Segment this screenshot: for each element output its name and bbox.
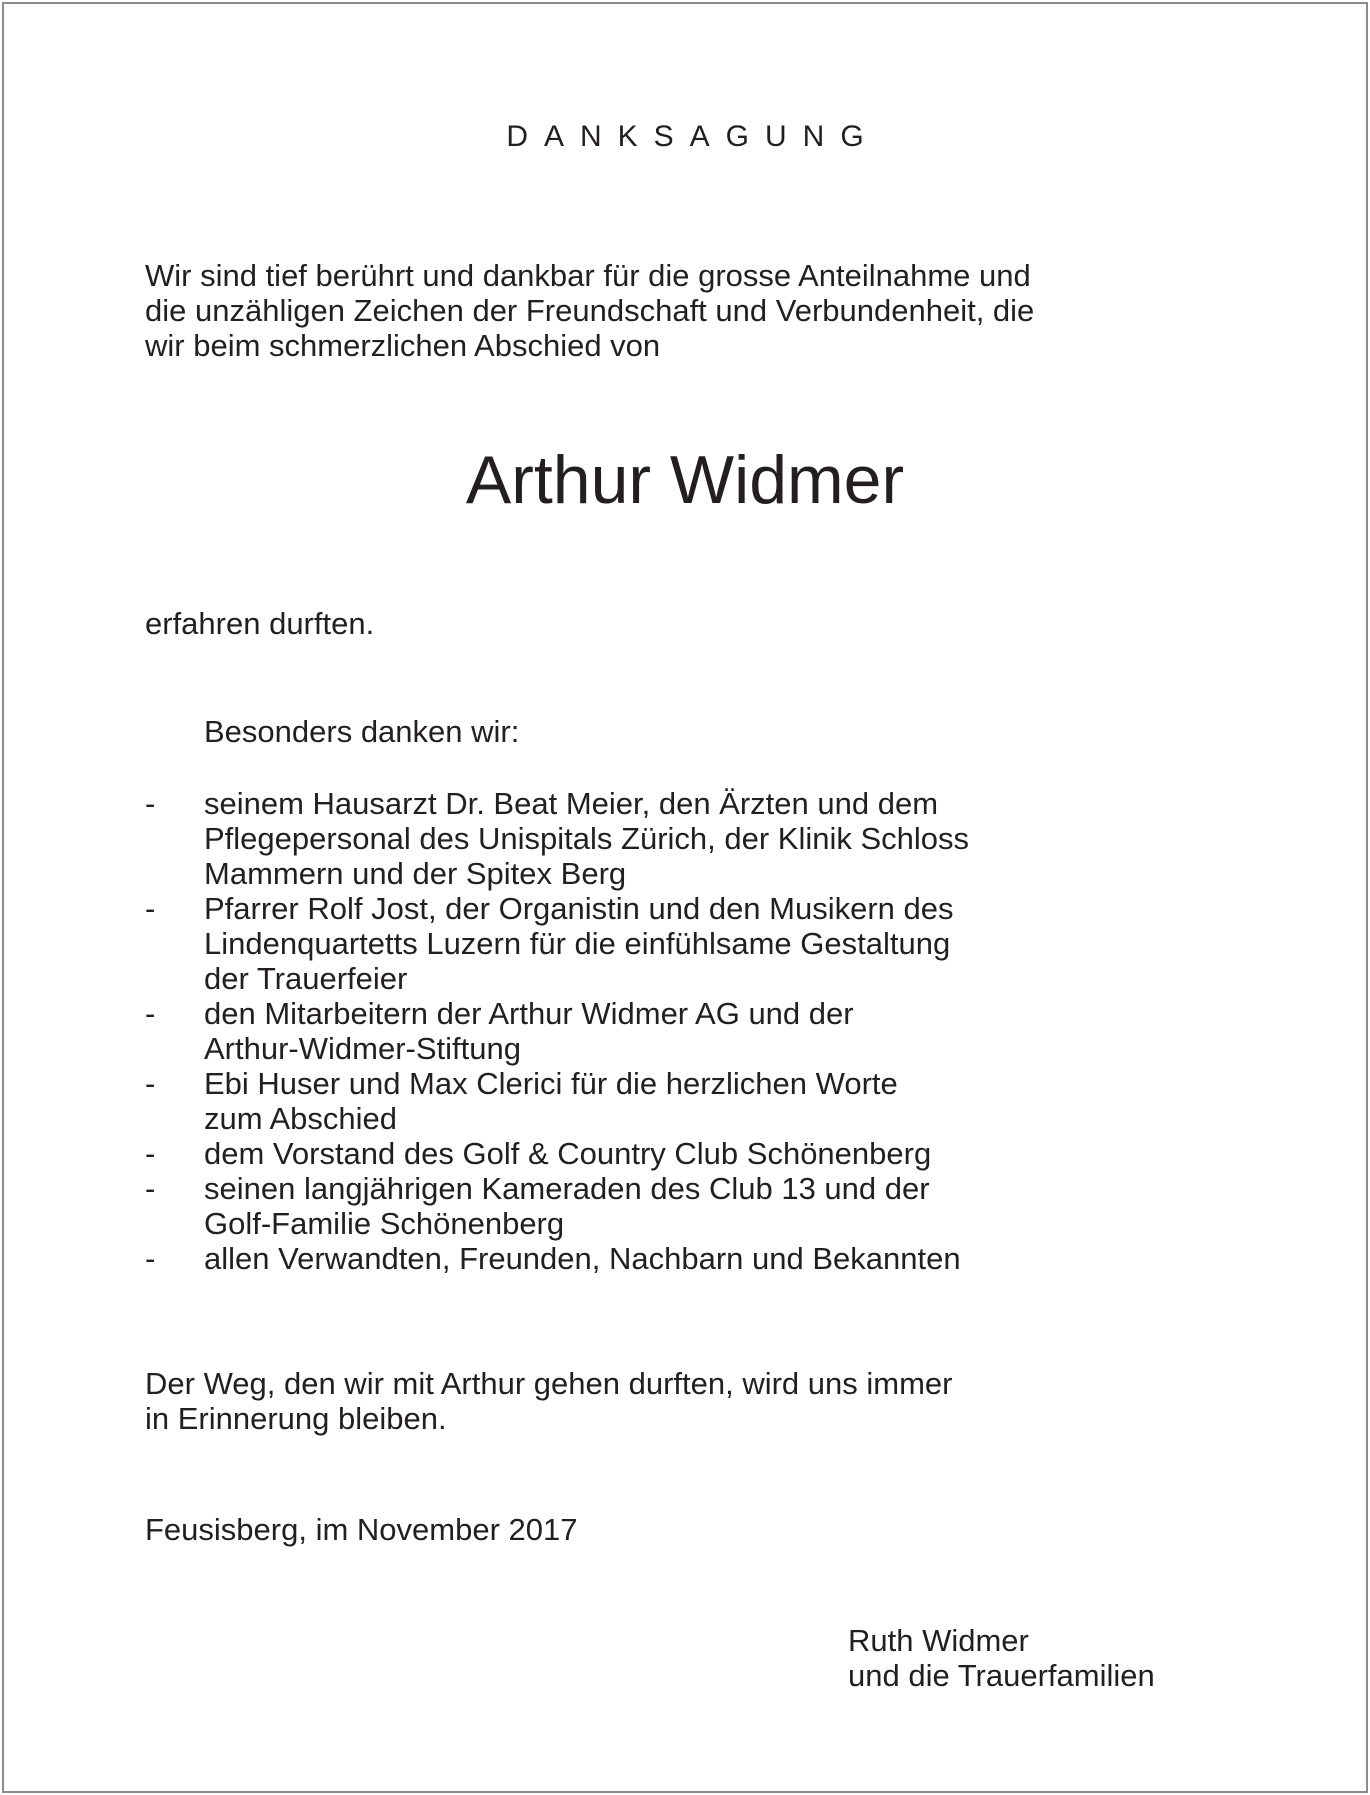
list-item (145, 891, 969, 996)
thanks-list (145, 786, 969, 1276)
list-item-line: allen Verwandten, Freunden, Nachbarn und Bekannten (204, 1241, 961, 1276)
list-item (145, 1241, 969, 1276)
intro-paragraph (145, 258, 1034, 363)
intro-line: wir beim schmerzlichen Abschied von (145, 328, 661, 363)
closing-line: in Erinnerung bleiben. (145, 1401, 447, 1436)
list-item-line: Golf-Familie Schönenberg (204, 1206, 565, 1241)
list-dash: - (145, 1171, 156, 1206)
list-dash: - (145, 1066, 156, 1101)
list-item-line: der Trauerfeier (204, 961, 408, 996)
closing-paragraph (145, 1366, 952, 1436)
list-item (145, 1171, 969, 1241)
list-item-line: seinen langjährigen Kameraden des Club 13 und der (204, 1171, 930, 1206)
list-item (145, 786, 969, 891)
list-item-line: Lindenquartetts Luzern für die einfühlsame Gestaltung (204, 926, 951, 961)
list-item (145, 1136, 969, 1171)
signature-line: und die Trauerfamilien (848, 1658, 1155, 1693)
list-item-line: zum Abschied (204, 1101, 397, 1136)
list-dash: - (145, 891, 156, 926)
deceased-name: Arthur Widmer (465, 442, 905, 518)
list-item (145, 996, 969, 1066)
thanks-intro: Besonders danken wir: (204, 714, 520, 749)
list-dash: - (145, 1241, 156, 1276)
list-item-line: den Mitarbeitern der Arthur Widmer AG und der (204, 996, 854, 1031)
list-item-line: dem Vorstand des Golf & Country Club Schönenberg (204, 1136, 932, 1171)
closing-line: Der Weg, den wir mit Arthur gehen durften, wird uns immer (145, 1366, 953, 1401)
list-item-line: Pflegepersonal des Unispitals Zürich, der Klinik Schloss (204, 821, 970, 856)
list-item-line: seinem Hausarzt Dr. Beat Meier, den Ärzten und dem (204, 786, 939, 821)
intro-line: Wir sind tief berührt und dankbar für die grosse Anteilnahme und (145, 258, 1031, 293)
signature-line: Ruth Widmer (848, 1623, 1029, 1658)
list-item-line: Ebi Huser und Max Clerici für die herzlichen Worte (204, 1066, 898, 1101)
list-dash: - (145, 996, 156, 1031)
list-item-line: Arthur-Widmer-Stiftung (204, 1031, 521, 1066)
list-item-line: Pfarrer Rolf Jost, der Organistin und den Musikern des (204, 891, 954, 926)
list-item (145, 1066, 969, 1136)
intro-line: die unzähligen Zeichen der Freundschaft und Verbundenheit, die (145, 293, 1035, 328)
signature (848, 1623, 1155, 1693)
list-dash: - (145, 786, 156, 821)
place-date: Feusisberg, im November 2017 (145, 1512, 578, 1547)
page-title: DANKSAGUNG (506, 120, 880, 153)
list-dash: - (145, 1136, 156, 1171)
list-item-line: Mammern und der Spitex Berg (204, 856, 627, 891)
after-name-text: erfahren durften. (145, 606, 375, 641)
